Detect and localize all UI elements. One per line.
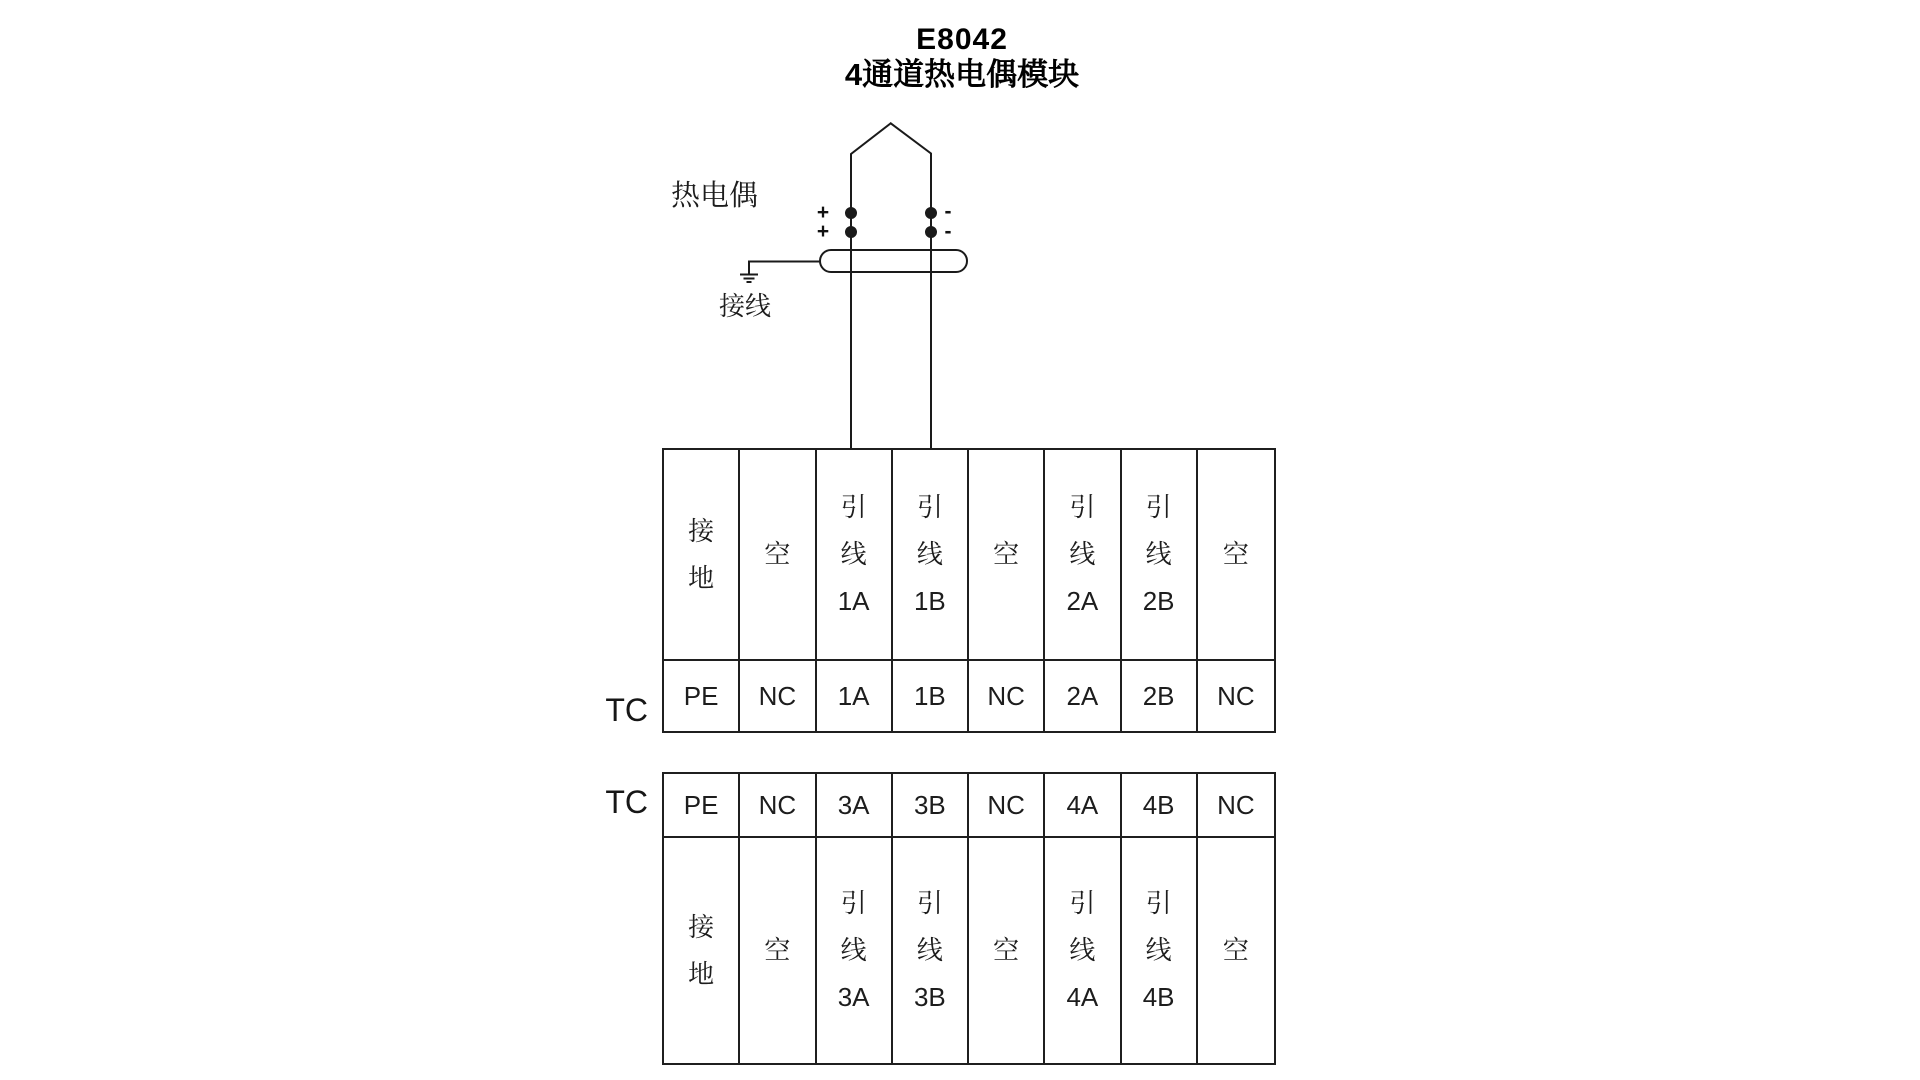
thermocouple-wires (851, 123, 931, 448)
terminal-cell: 引线2B (1122, 450, 1198, 661)
terminal-cell: 引线3A (817, 838, 893, 1063)
terminal-cell: 4B (1122, 774, 1198, 838)
junction-dot (846, 208, 856, 218)
ground-wire (749, 262, 820, 274)
terminal-cell: 1B (893, 661, 969, 731)
terminal-table-bottom (662, 772, 1276, 1065)
terminal-cell: 接地 (664, 838, 740, 1063)
terminal-cell: 2A (1045, 661, 1121, 731)
terminal-cell: 3B (893, 774, 969, 838)
polarity-plus-2: + (816, 220, 830, 243)
terminal-cell: 空 (740, 450, 816, 661)
terminal-cell: 空 (1222, 935, 1249, 965)
terminal-cell: NC (1198, 774, 1274, 838)
terminal-cell: NC (969, 774, 1045, 838)
polarity-plus-1: + (816, 201, 830, 224)
terminal-table-top (662, 448, 1276, 733)
junction-dot (846, 227, 856, 237)
terminal-cell: 空 (1198, 450, 1274, 661)
terminal-cell: 2B (1122, 661, 1198, 731)
terminal-cell: NC (740, 661, 816, 731)
terminal-cell: 空 (969, 450, 1045, 661)
thermocouple-probe-icon (846, 123, 936, 448)
tc-label-top: TC (605, 692, 648, 728)
terminal-cell: 3A (817, 774, 893, 838)
terminal-cell: PE (664, 661, 740, 731)
terminal-cell: 引线4B (1122, 838, 1198, 1063)
terminal-cell: 引线4A (1045, 838, 1121, 1063)
terminal-cell: 1A (817, 661, 893, 731)
junction-dot (926, 227, 936, 237)
page-subtitle: 4通道热电偶模块 (844, 57, 1080, 92)
ground-icon (740, 262, 820, 283)
ground-wire-label: 接线 (719, 291, 772, 321)
terminal-cell: 引线2A (1045, 450, 1121, 661)
junction-dot (926, 208, 936, 218)
cable-shield-icon (820, 250, 967, 272)
tc-label-bottom: TC (605, 784, 648, 820)
terminal-cell: 空 (969, 838, 1045, 1063)
terminal-cell: 引线1B (893, 450, 969, 661)
terminal-cell: 引线1A (817, 450, 893, 661)
polarity-minus-2: - (944, 220, 952, 243)
terminal-cell: 引线3B (893, 838, 969, 1063)
thermocouple-label: 热电偶 (671, 180, 759, 212)
terminal-cell: NC (969, 661, 1045, 731)
terminal-cell: PE (664, 774, 740, 838)
polarity-minus-1: - (944, 200, 952, 223)
terminal-cell: 接地 (664, 450, 740, 661)
terminal-cell: NC (740, 774, 816, 838)
terminal-cell: NC (1217, 680, 1255, 711)
terminal-cell: 空 (740, 838, 816, 1063)
page-title: E8042 (916, 23, 1008, 56)
terminal-cell: 4A (1045, 774, 1121, 838)
